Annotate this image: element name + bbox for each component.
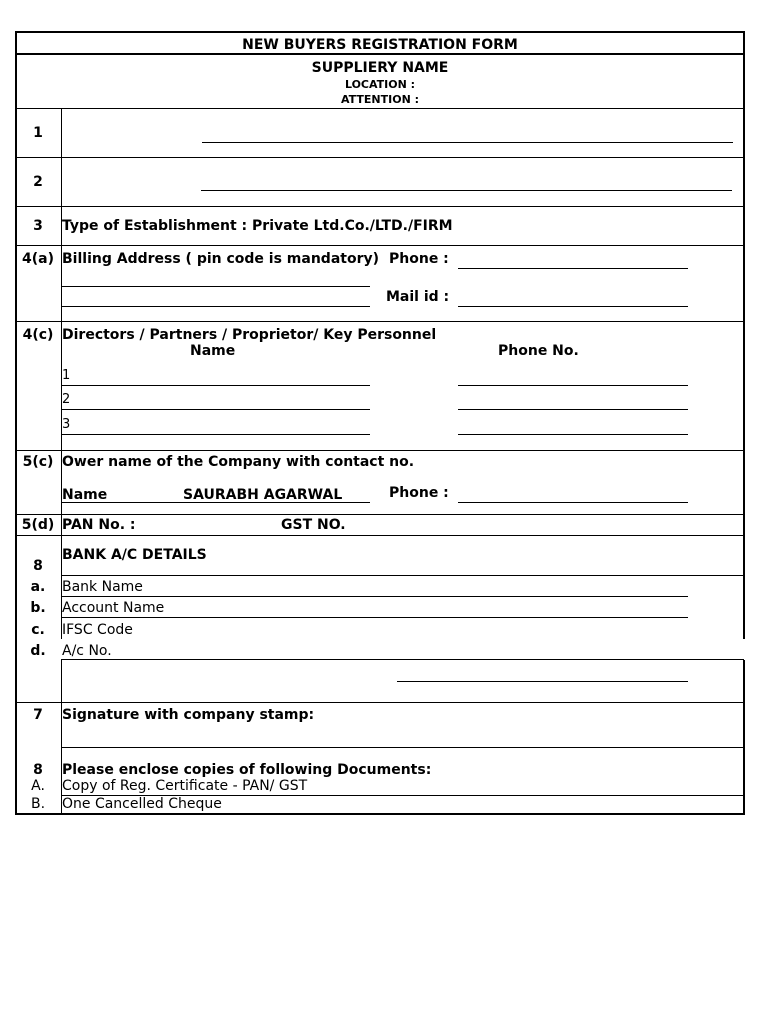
director-name-line-1[interactable] <box>62 385 370 386</box>
ifsc-code-label: IFSC Code <box>62 622 133 638</box>
form-right-border-lower <box>743 660 745 814</box>
director-index-1: 1 <box>62 368 71 383</box>
divider-blank-row <box>15 702 744 703</box>
attention-label: ATTENTION : <box>340 93 420 106</box>
location-label: LOCATION : <box>344 78 416 91</box>
owner-name-value: SAURABH AGARWAL <box>183 487 343 503</box>
divider-row2 <box>15 206 744 207</box>
billing-phone-label: Phone : <box>389 251 449 267</box>
divider-row5d <box>15 535 744 536</box>
row-number-8-bank: 8 <box>33 558 43 574</box>
divider-header <box>15 108 744 109</box>
bank-letter-a: a. <box>30 579 46 595</box>
director-name-line-3[interactable] <box>62 434 370 435</box>
row-number-8-docs: 8 <box>33 762 43 778</box>
bank-letter-b: b. <box>30 600 46 616</box>
bank-name-line[interactable] <box>62 596 688 597</box>
bank-letter-c: c. <box>31 622 45 638</box>
divider-bank-end <box>61 659 744 660</box>
row-number-4c: 4(c) <box>22 327 54 343</box>
form-left-border <box>15 31 17 814</box>
owner-name-label: Name <box>62 487 108 503</box>
director-name-line-2[interactable] <box>62 409 370 410</box>
directors-phone-header: Phone No. <box>498 343 579 359</box>
row2-input-line[interactable] <box>201 190 732 191</box>
billing-address-line-1[interactable] <box>62 286 370 287</box>
divider-bank-title <box>61 575 744 576</box>
owner-name-line[interactable] <box>62 502 370 503</box>
row-number-2: 2 <box>33 174 43 190</box>
director-phone-line-2[interactable] <box>458 409 688 410</box>
bank-details-title: BANK A/C DETAILS <box>62 547 207 563</box>
owner-phone-line[interactable] <box>458 502 688 503</box>
doc-letter-b: B. <box>30 796 46 812</box>
billing-phone-input-line[interactable] <box>458 268 688 269</box>
divider-row4a <box>15 321 744 322</box>
blank-row-input-line[interactable] <box>397 681 688 682</box>
owner-label: Ower name of the Company with contact no. <box>62 454 415 470</box>
row-number-4a: 4(a) <box>22 251 54 267</box>
owner-phone-label: Phone : <box>389 485 449 501</box>
documents-label: Please enclose copies of following Documents: <box>62 762 432 778</box>
account-name-label: Account Name <box>62 600 165 616</box>
row-number-7: 7 <box>33 707 43 723</box>
establishment-type-label: Type of Establishment : Private Ltd.Co./LTD./FIRM <box>62 218 453 234</box>
form-right-border-upper <box>743 31 745 639</box>
directors-label: Directors / Partners / Proprietor/ Key Personnel <box>62 327 437 343</box>
form-bottom-border <box>15 813 745 815</box>
supplier-name: SUPPLIERY NAME <box>311 60 449 76</box>
form-title: NEW BUYERS REGISTRATION FORM <box>242 37 518 53</box>
doc-letter-a: A. <box>31 778 45 794</box>
row-number-5d: 5(d) <box>21 517 55 533</box>
bank-letter-d: d. <box>30 643 46 659</box>
account-name-line[interactable] <box>62 617 688 618</box>
row1-input-line[interactable] <box>202 142 733 143</box>
bank-name-label: Bank Name <box>62 579 143 595</box>
row-number-1: 1 <box>33 125 43 141</box>
director-index-3: 3 <box>62 417 71 432</box>
divider-row3 <box>15 245 744 246</box>
row-number-5c: 5(c) <box>22 454 54 470</box>
signature-label: Signature with company stamp: <box>62 707 315 723</box>
billing-mail-input-line[interactable] <box>458 306 688 307</box>
form-top-border <box>15 31 744 33</box>
doc-item-reg-certificate: Copy of Reg. Certificate - PAN/ GST <box>62 778 308 794</box>
divider-title <box>15 53 744 55</box>
director-index-2: 2 <box>62 392 71 407</box>
row-number-3: 3 <box>33 218 43 234</box>
director-phone-line-1[interactable] <box>458 385 688 386</box>
divider-row4c <box>15 450 744 451</box>
billing-mail-label: Mail id : <box>386 289 450 305</box>
pan-label: PAN No. : <box>62 517 136 533</box>
divider-row7 <box>61 747 744 748</box>
director-phone-line-3[interactable] <box>458 434 688 435</box>
directors-name-header: Name <box>190 343 236 359</box>
divider-row5c <box>15 514 744 515</box>
account-number-label: A/c No. <box>62 643 112 659</box>
doc-item-cancelled-cheque: One Cancelled Cheque <box>62 796 222 812</box>
billing-address-label: Billing Address ( pin code is mandatory) <box>62 251 380 267</box>
gst-label: GST NO. <box>281 517 346 533</box>
divider-row1 <box>15 157 744 158</box>
billing-address-line-2[interactable] <box>62 306 370 307</box>
